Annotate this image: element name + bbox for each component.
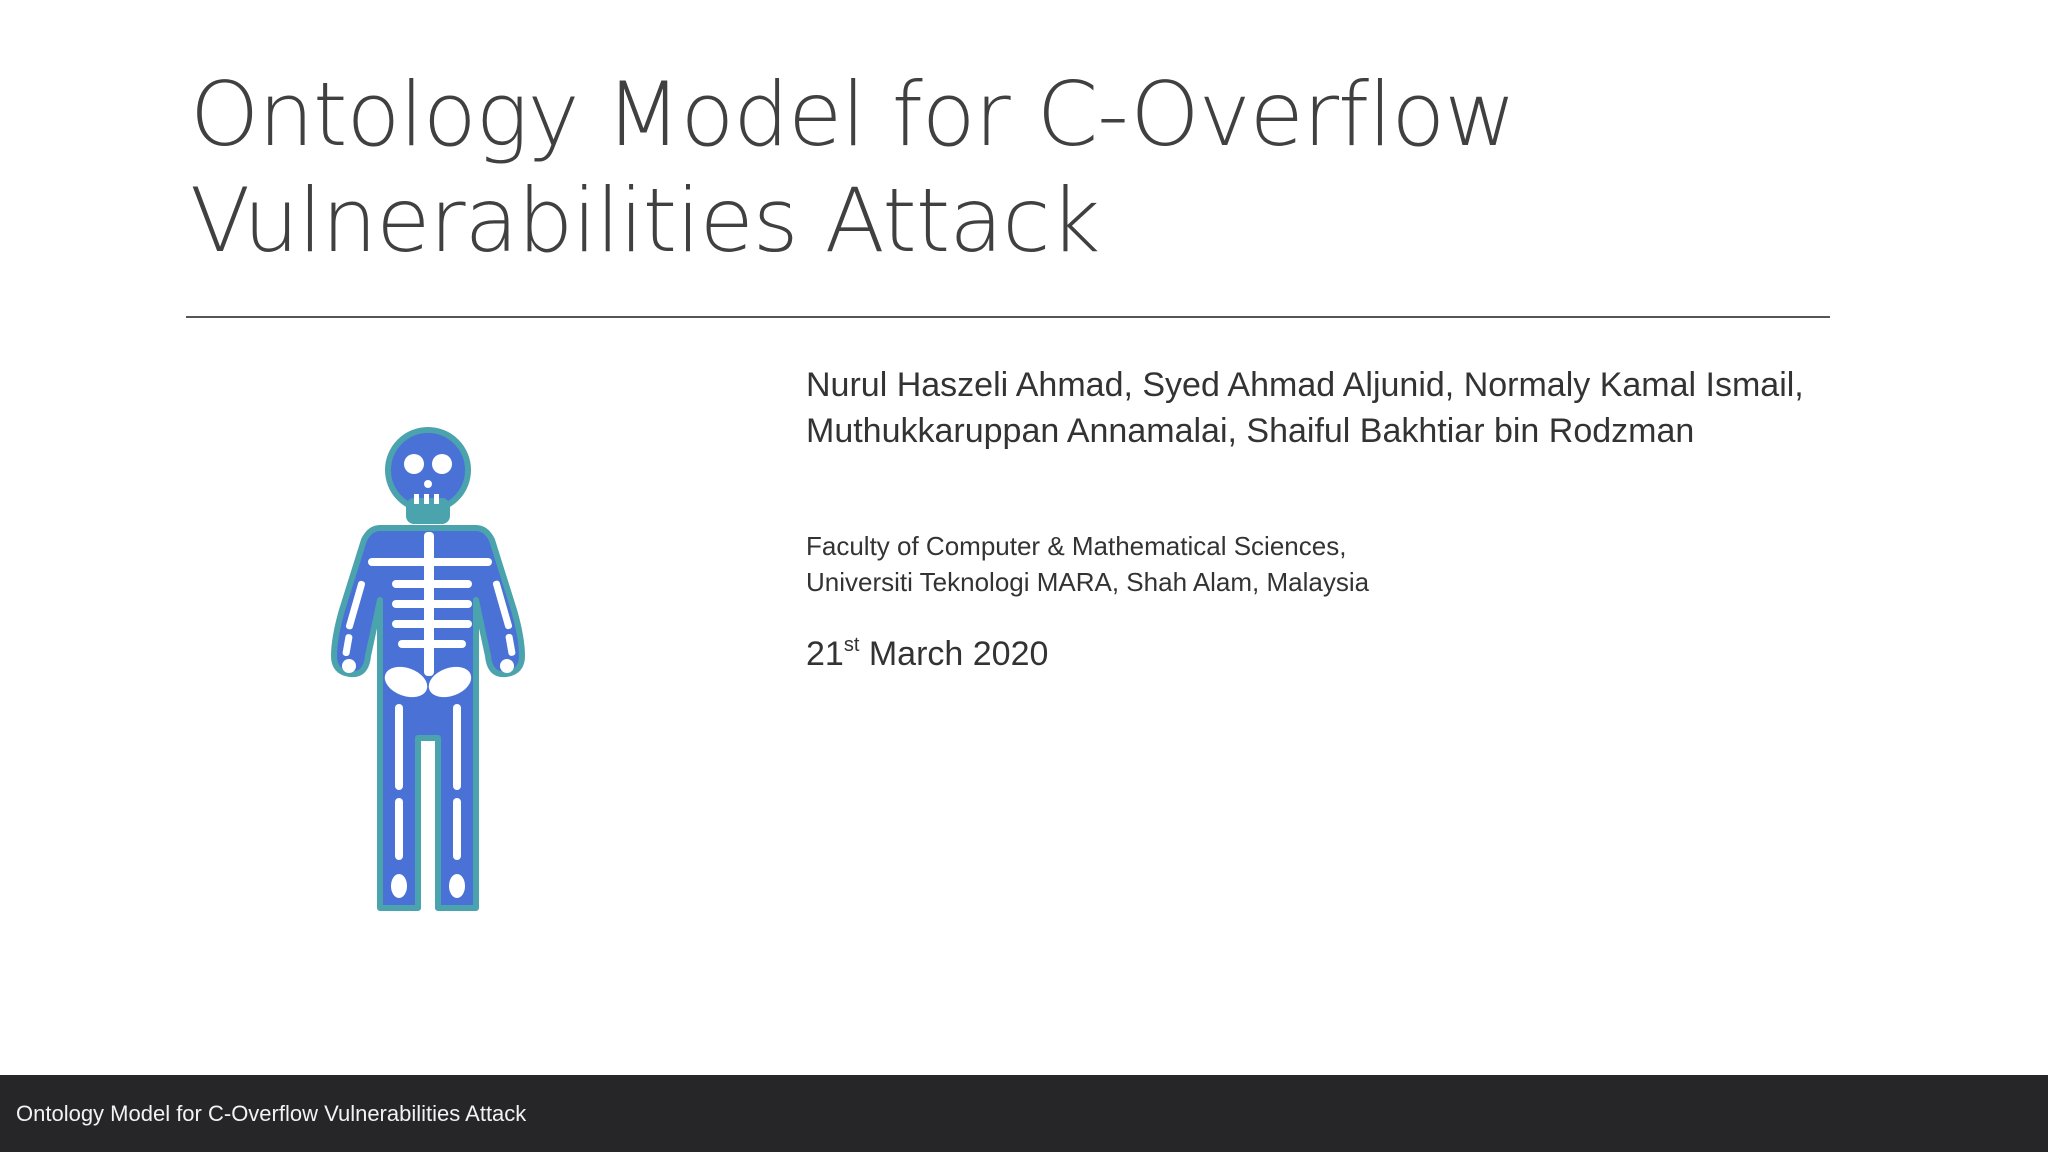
affiliation-line-2: Universiti Teknologi MARA, Shah Alam, Malaysia: [806, 567, 1370, 597]
authors-line-2: Muthukkaruppan Annamalai, Shaiful Bakhtiar bin Rodzman: [806, 412, 1695, 450]
footer-title: Ontology Model for C-Overflow Vulnerabilities Attack: [16, 1101, 527, 1126]
date-ordinal-suffix: st: [843, 634, 860, 656]
slide-title-line-2: Vulnerabilities Attack: [190, 169, 1100, 272]
presentation-date: [806, 632, 1048, 676]
author-list: [806, 362, 1986, 454]
date-month-year: March 2020: [859, 635, 1049, 673]
slide-title-line-1: Ontology Model for C-Overflow: [190, 63, 1516, 166]
date-day: 21: [806, 635, 844, 673]
authors-line-1: Nurul Haszeli Ahmad, Syed Ahmad Aljunid, Normaly Kamal Ismail,: [806, 366, 1804, 404]
player-footer-bar: [0, 1075, 2048, 1152]
skeleton-icon: [300, 420, 560, 920]
slide-title: [190, 62, 1830, 274]
affiliation-line-1: Faculty of Computer & Mathematical Sciences,: [806, 531, 1347, 561]
title-divider: [186, 316, 1830, 318]
affiliation: [806, 528, 1706, 600]
